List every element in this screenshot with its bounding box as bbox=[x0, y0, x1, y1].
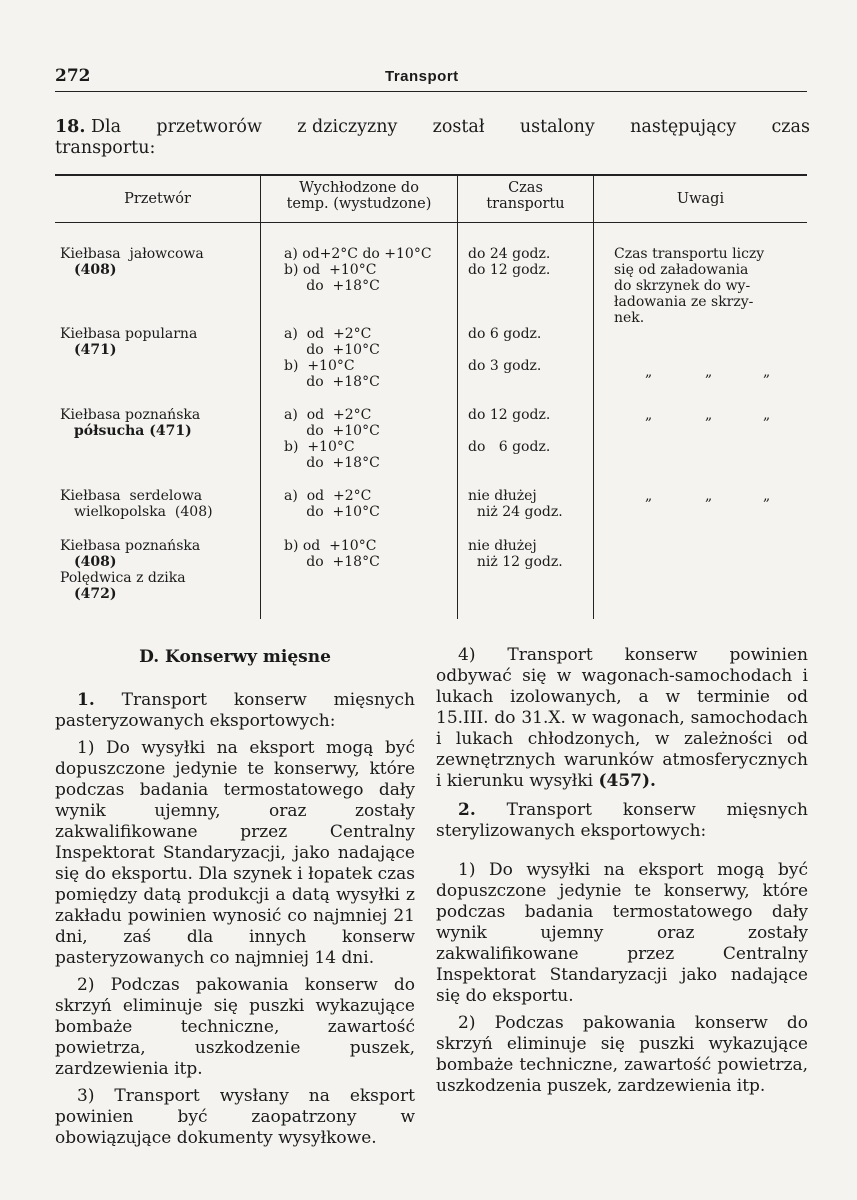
running-title: Transport bbox=[385, 68, 459, 85]
header-product: Przetwór bbox=[124, 191, 191, 207]
row-cooled: a) od +2°C do +10°C b) +10°C do +18°C bbox=[284, 407, 380, 471]
row-product: Kiełbasa serdelowa wielkopolska (408) bbox=[60, 488, 213, 520]
row-time: do 6 godz. do 3 godz. bbox=[468, 326, 542, 374]
ditto-mark: „ bbox=[763, 407, 771, 423]
ditto-mark: „ bbox=[763, 364, 771, 380]
intro-paragraph bbox=[55, 117, 810, 159]
paragraph: 2) Podczas pakowania konserw do skrzyń eliminuje się puszki wykazujące bombaże techniczne, zawartość powietrza, uszkodzenia puszek, zardzewienia itp. bbox=[436, 1013, 808, 1096]
table-header-rule bbox=[55, 222, 807, 223]
paragraph: 3) Transport wysłany na eksport powinien być zaopatrzony w obowiązujące dokumenty wysyłkowe. bbox=[55, 1086, 415, 1148]
right-column bbox=[436, 645, 808, 1103]
ditto-mark: „ bbox=[645, 364, 653, 380]
row-time: do 12 godz. do 6 godz. bbox=[468, 407, 551, 455]
column-divider bbox=[260, 174, 261, 619]
header-rule bbox=[55, 91, 807, 92]
page-number: 272 bbox=[55, 66, 91, 86]
paragraph: 4) Transport konserw powinien odbywać się w wagonach-samochodach i lukach izolowanych, a w terminie od 15.III. do 31.X. w wagonach, samochodach i lukach chłodzonych, w zależności od zewnętrznych warunków atmosferycznych i kierunku wysyłki (457). bbox=[436, 645, 808, 791]
header-remarks: Uwagi bbox=[676, 191, 725, 207]
row-product: Kiełbasa jałowcowa (408) bbox=[60, 246, 204, 278]
row-product: Kiełbasa popularna (471) bbox=[60, 326, 198, 358]
intro-line-2: transportu: bbox=[55, 138, 156, 158]
row-time: nie dłużej niż 24 godz. bbox=[468, 488, 563, 520]
paragraph: 2) Podczas pakowania konserw do skrzyń eliminuje się puszki wykazujące bombaże techniczne, zawartość powietrza, uszkodzenie puszek, zardzewienia itp. bbox=[55, 975, 415, 1079]
transport-time-table bbox=[55, 174, 807, 619]
section-heading: D. Konserwy mięsne bbox=[139, 647, 331, 667]
row-remarks: Czas transportu liczy się od załadowania do skrzynek do wy- ładowania ze skrzy- nek. bbox=[614, 246, 765, 326]
intro-line-1: 18. Dla przetworów z dziczyzny został ustalony następujący czas bbox=[55, 117, 810, 137]
ditto-mark: „ bbox=[705, 407, 713, 423]
row-cooled: a) od+2°C do +10°C b) od +10°C do +18°C bbox=[284, 246, 432, 294]
left-column bbox=[55, 645, 415, 1155]
row-cooled: b) od +10°C do +18°C bbox=[284, 538, 380, 570]
row-cooled: a) od +2°C do +10°C b) +10°C do +18°C bbox=[284, 326, 380, 390]
page-header bbox=[55, 66, 807, 92]
paragraph: 1) Do wysyłki na eksport mogą być dopuszczone jedynie te konserwy, które podczas badania termostatowego dały wynik ujemny oraz zostały zakwalifikowane przez Centralny Inspektorat Standaryzacji jako nadające się do eksportu. bbox=[436, 860, 808, 1006]
ditto-mark: „ bbox=[645, 488, 653, 504]
table-top-rule bbox=[55, 174, 807, 176]
header-time: Czas transportu bbox=[486, 180, 565, 212]
column-divider bbox=[593, 174, 594, 619]
ditto-mark: „ bbox=[645, 407, 653, 423]
row-time: do 24 godz. do 12 godz. bbox=[468, 246, 551, 278]
row-product: Kiełbasa poznańska półsucha (471) bbox=[60, 407, 201, 439]
row-time: nie dłużej niż 12 godz. bbox=[468, 538, 563, 570]
ditto-mark: „ bbox=[705, 488, 713, 504]
row-product: Kiełbasa poznańska (408) Polędwica z dzika (472) bbox=[60, 538, 201, 602]
row-cooled: a) od +2°C do +10°C bbox=[284, 488, 380, 520]
item-number: 18. bbox=[55, 117, 86, 137]
paragraph: 1) Do wysyłki na eksport mogą być dopuszczone jedynie te konserwy, które podczas badania termostatowego dały wynik ujemny, oraz zostały zakwalifikowane przez Centralny Inspektorat Standaryzacji, jako nadające się do eksportu. Dla szynek i łopatek czas pomiędzy datą produkcji a datą wysyłki z zakładu powinien wynosić co najmniej 21 dni, zaś dla innych konserw pasteryzowanych co najmniej 14 dni. bbox=[55, 738, 415, 968]
paragraph: 1. Transport konserw mięsnych pasteryzowanych eksportowych: bbox=[55, 690, 415, 731]
header-cooled: Wychłodzone do temp. (wystudzone) bbox=[286, 180, 432, 212]
ditto-mark: „ bbox=[763, 488, 771, 504]
ditto-mark: „ bbox=[705, 364, 713, 380]
column-divider bbox=[457, 174, 458, 619]
paragraph: 2. Transport konserw mięsnych sterylizowanych eksportowych: bbox=[436, 800, 808, 841]
